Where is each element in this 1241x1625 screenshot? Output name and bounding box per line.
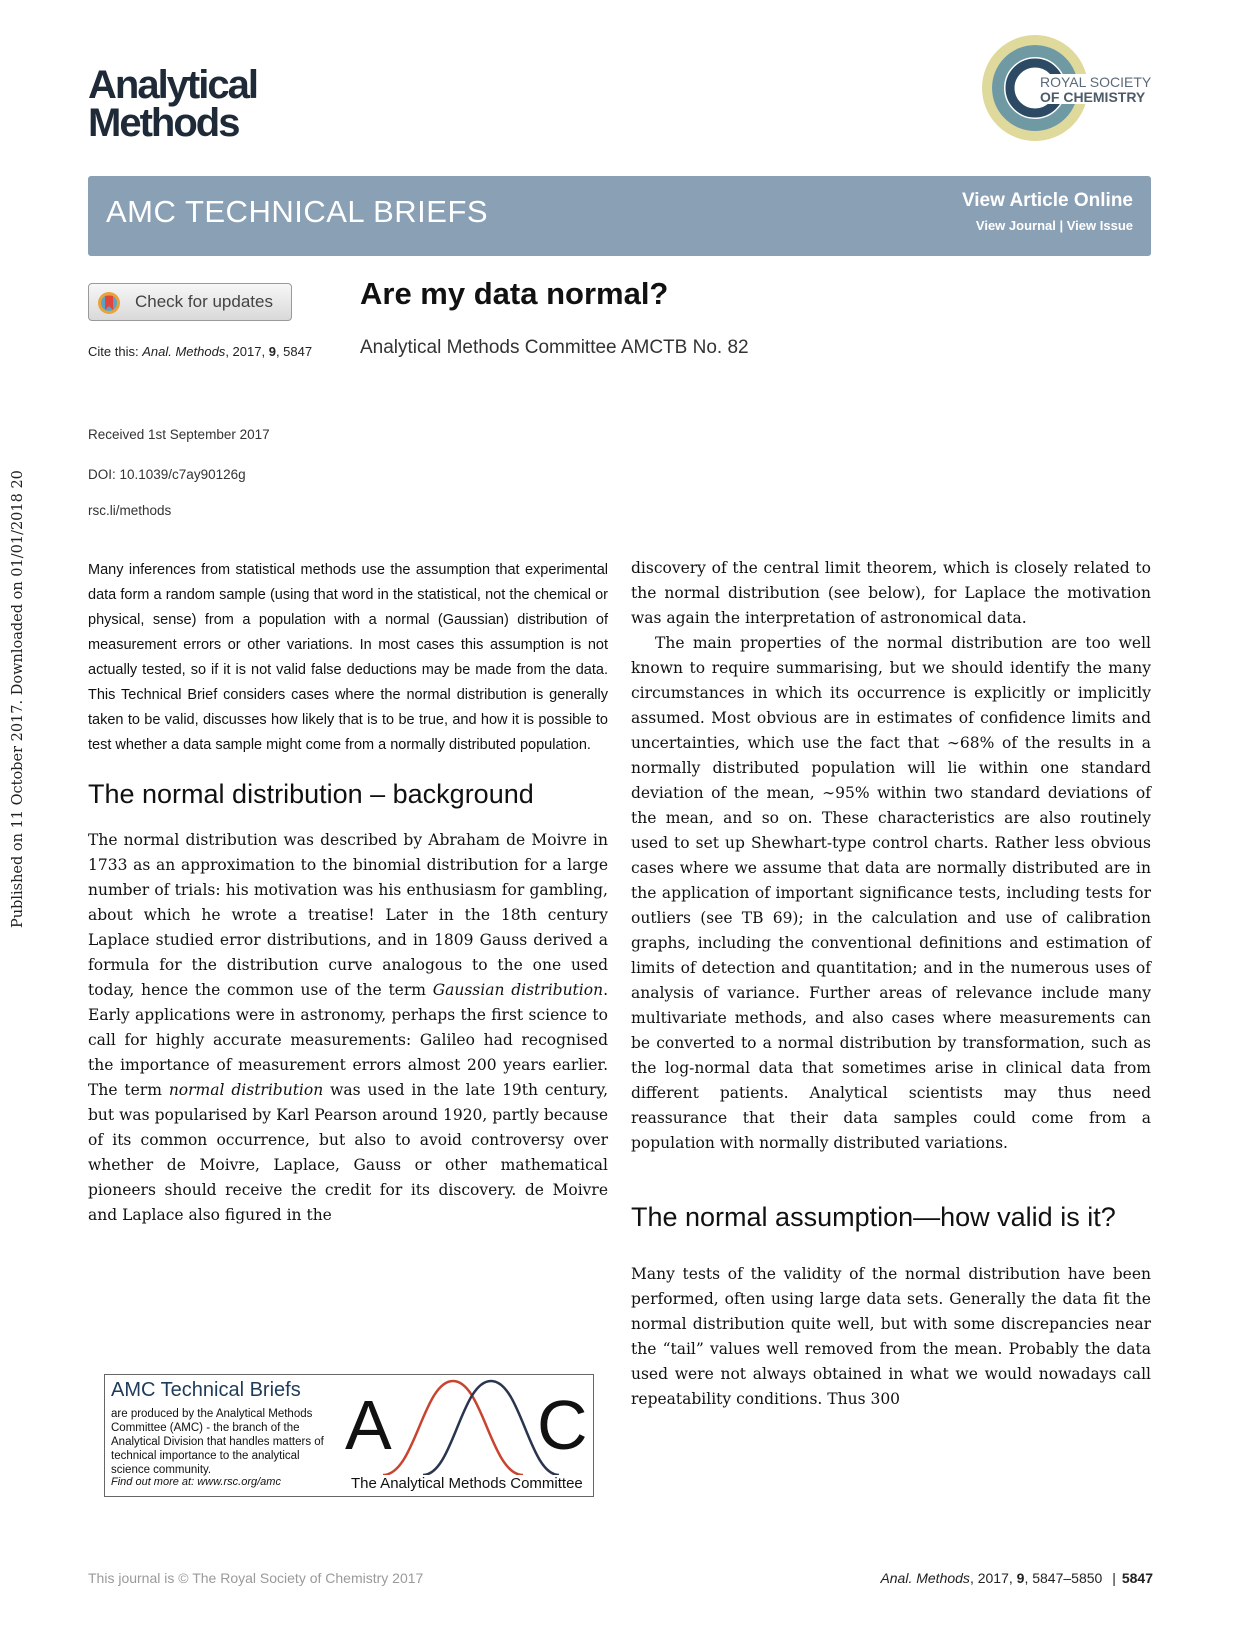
rsc-logo xyxy=(980,30,1155,148)
paragraph-central-limit: discovery of the central limit theorem, which is closely related to the normal distribution (see below), for Laplace the motivation was again the interpretation of astronomical data. xyxy=(631,559,1151,627)
footer-copyright: This journal is © The Royal Society of Chemistry 2017 xyxy=(88,1570,424,1586)
banner-title: AMC TECHNICAL BRIEFS xyxy=(106,194,489,229)
left-column xyxy=(88,558,608,1228)
footer-year: , 2017, xyxy=(969,1570,1013,1586)
rsc-logo-line2: OF CHEMISTRY xyxy=(1040,89,1146,105)
footer-citation xyxy=(880,1570,1153,1586)
journal-logo-line1: Analytical xyxy=(88,63,257,107)
citation xyxy=(88,344,312,359)
abstract: Many inferences from statistical methods use the assumption that experimental data form a random sample (using that word in the statistical, not the chemical or physical, sense) from a population with a normal (Gaussian) distribution of measurement errors or other variations. In most cases this assumption is not actually tested, so if it is not valid false deductions may be made from the data. This Technical Brief considers cases where the normal distribution is generally taken to be valid, discusses how likely that is to be true, and how it is possible to test whether a data sample might come from a normally distributed population. xyxy=(88,562,608,753)
rsc-logo-line1: ROYAL SOCIETY xyxy=(1040,74,1152,90)
journal-logo xyxy=(88,63,257,145)
check-for-updates-label: Check for updates xyxy=(135,292,273,311)
amc-box-title: AMC Technical Briefs xyxy=(111,1379,301,1401)
article-author: Analytical Methods Committee AMCTB No. 82 xyxy=(360,337,749,358)
footer-journal: Anal. Methods xyxy=(880,1570,970,1586)
footer-separator: | xyxy=(1112,1570,1116,1586)
citation-prefix: Cite this: xyxy=(88,344,139,359)
citation-page: , 5847 xyxy=(275,344,313,359)
footer-page-number: 5847 xyxy=(1121,1570,1153,1586)
footer-pages: , 5847–5850 xyxy=(1024,1570,1103,1586)
journal-logo-line2: Methods xyxy=(88,101,239,145)
amc-box-description: are produced by the Analytical Methods Committee (AMC) - the branch of the Analytical Division that handles matters of technical importance to the analytical science community. xyxy=(111,1408,324,1476)
footer-volume: 9 xyxy=(1016,1570,1025,1586)
citation-volume: 9 xyxy=(268,344,276,359)
right-column xyxy=(631,556,1151,1412)
amc-curve-red xyxy=(383,1381,523,1475)
paragraph-validity: Many tests of the validity of the normal distribution have been performed, often using large data sets. Generally the data fit the normal distribution quite well, but with some discrepancies near the “tail” values well removed from the mean. Probably the data used were not always obtained in what we would nowadays call repeatability conditions. Thus 300 xyxy=(631,1265,1151,1408)
publication-stamp-text: Published on 11 October 2017. Downloaded on 01/01/2018 20:16:11. xyxy=(10,470,26,928)
journal-url[interactable]: rsc.li/methods xyxy=(88,503,172,518)
view-article-online-link[interactable]: View Article Online xyxy=(961,190,1133,211)
section-heading-assumption: The normal assumption—how valid is it? xyxy=(631,1202,1116,1232)
emphasis-gaussian: Gaussian distribution xyxy=(432,981,604,999)
amc-technical-briefs-box xyxy=(104,1374,594,1497)
paragraph-background: The normal distribution was described by Abraham de Moivre in 1733 as an approximation to the binomial distribution for a large number of trials: his motivation was his enthusiasm for gambling, about which he wrote a treatise! Later in the 18th century Laplace studied error distributions, and in 1809 Gauss derived a formula for the distribution curve analogous to the one used today, hence the common use of the term Gaussian distribution. Early applications were in astronomy, perhaps the first science to call for highly accurate measurements: Galileo had recognised the importance of measurement errors almost 200 years earlier. The term normal distribution was used in the late 19th century, but was popularised by Karl Pearson around 1920, partly because of its common occurrence, but also to avoid controversy over whether de Moivre, Laplace, Gauss or other mathematical pioneers should receive the credit for its discovery. de Moivre and Laplace also figured in the xyxy=(88,831,608,1224)
section-heading-background: The normal distribution – background xyxy=(88,779,534,809)
citation-journal: Anal. Methods xyxy=(142,344,226,359)
header-banner xyxy=(88,176,1151,256)
banner-link-separator: | xyxy=(1059,218,1064,233)
article-title: Are my data normal? xyxy=(360,276,669,311)
banner-links xyxy=(976,218,1133,233)
view-issue-link[interactable]: View Issue xyxy=(1066,218,1133,233)
emphasis-normal: normal distribution xyxy=(168,1081,324,1099)
doi[interactable]: DOI: 10.1039/c7ay90126g xyxy=(88,467,246,482)
check-for-updates-button[interactable] xyxy=(88,283,292,321)
citation-year: , 2017, xyxy=(225,344,266,359)
amc-letter-a: A xyxy=(345,1386,392,1464)
received-date: Received 1st September 2017 xyxy=(88,427,270,442)
publication-stamp xyxy=(2,470,32,930)
bookmark-ribbon-icon xyxy=(97,291,121,315)
paragraph-properties: The main properties of the normal distribution are too well known to require summarising, but we should identify the many circumstances in which its occurrence is explicitly or implicitly assumed. Most obvious are in estimates of confidence limits and uncertainties, which use the fact that ∼68% of the results in a normally distributed population will lie within one standard deviation of the mean, ∼95% within two standard deviations of the mean, and so on. These characteristics are also routinely used to set up Shewhart-type control charts. Rather less obvious cases where we assume that data are normally distributed are in the application of important significance tests, including tests for outliers (see TB 69); in the calculation and use of calibration graphs, including the conventional definitions and estimation of limits of detection and quantitation; and in the numerous uses of analysis of variance. Further areas of relevance include many multivariate methods, and also cases where measurements can be converted to a normal distribution by transformation, such as the log-normal data that sometimes arise in clinical data from different patients. Analytical scientists may thus need reassurance that their data samples could come from a population with normally distributed variations. xyxy=(631,634,1151,1152)
amc-letter-c: C xyxy=(537,1386,588,1464)
amc-box-link[interactable]: Find out more at: www.rsc.org/amc xyxy=(111,1476,281,1488)
amc-logo-graphic xyxy=(345,1377,591,1475)
amc-committee-label: The Analytical Methods Committee xyxy=(351,1475,583,1492)
view-journal-link[interactable]: View Journal xyxy=(975,218,1056,233)
